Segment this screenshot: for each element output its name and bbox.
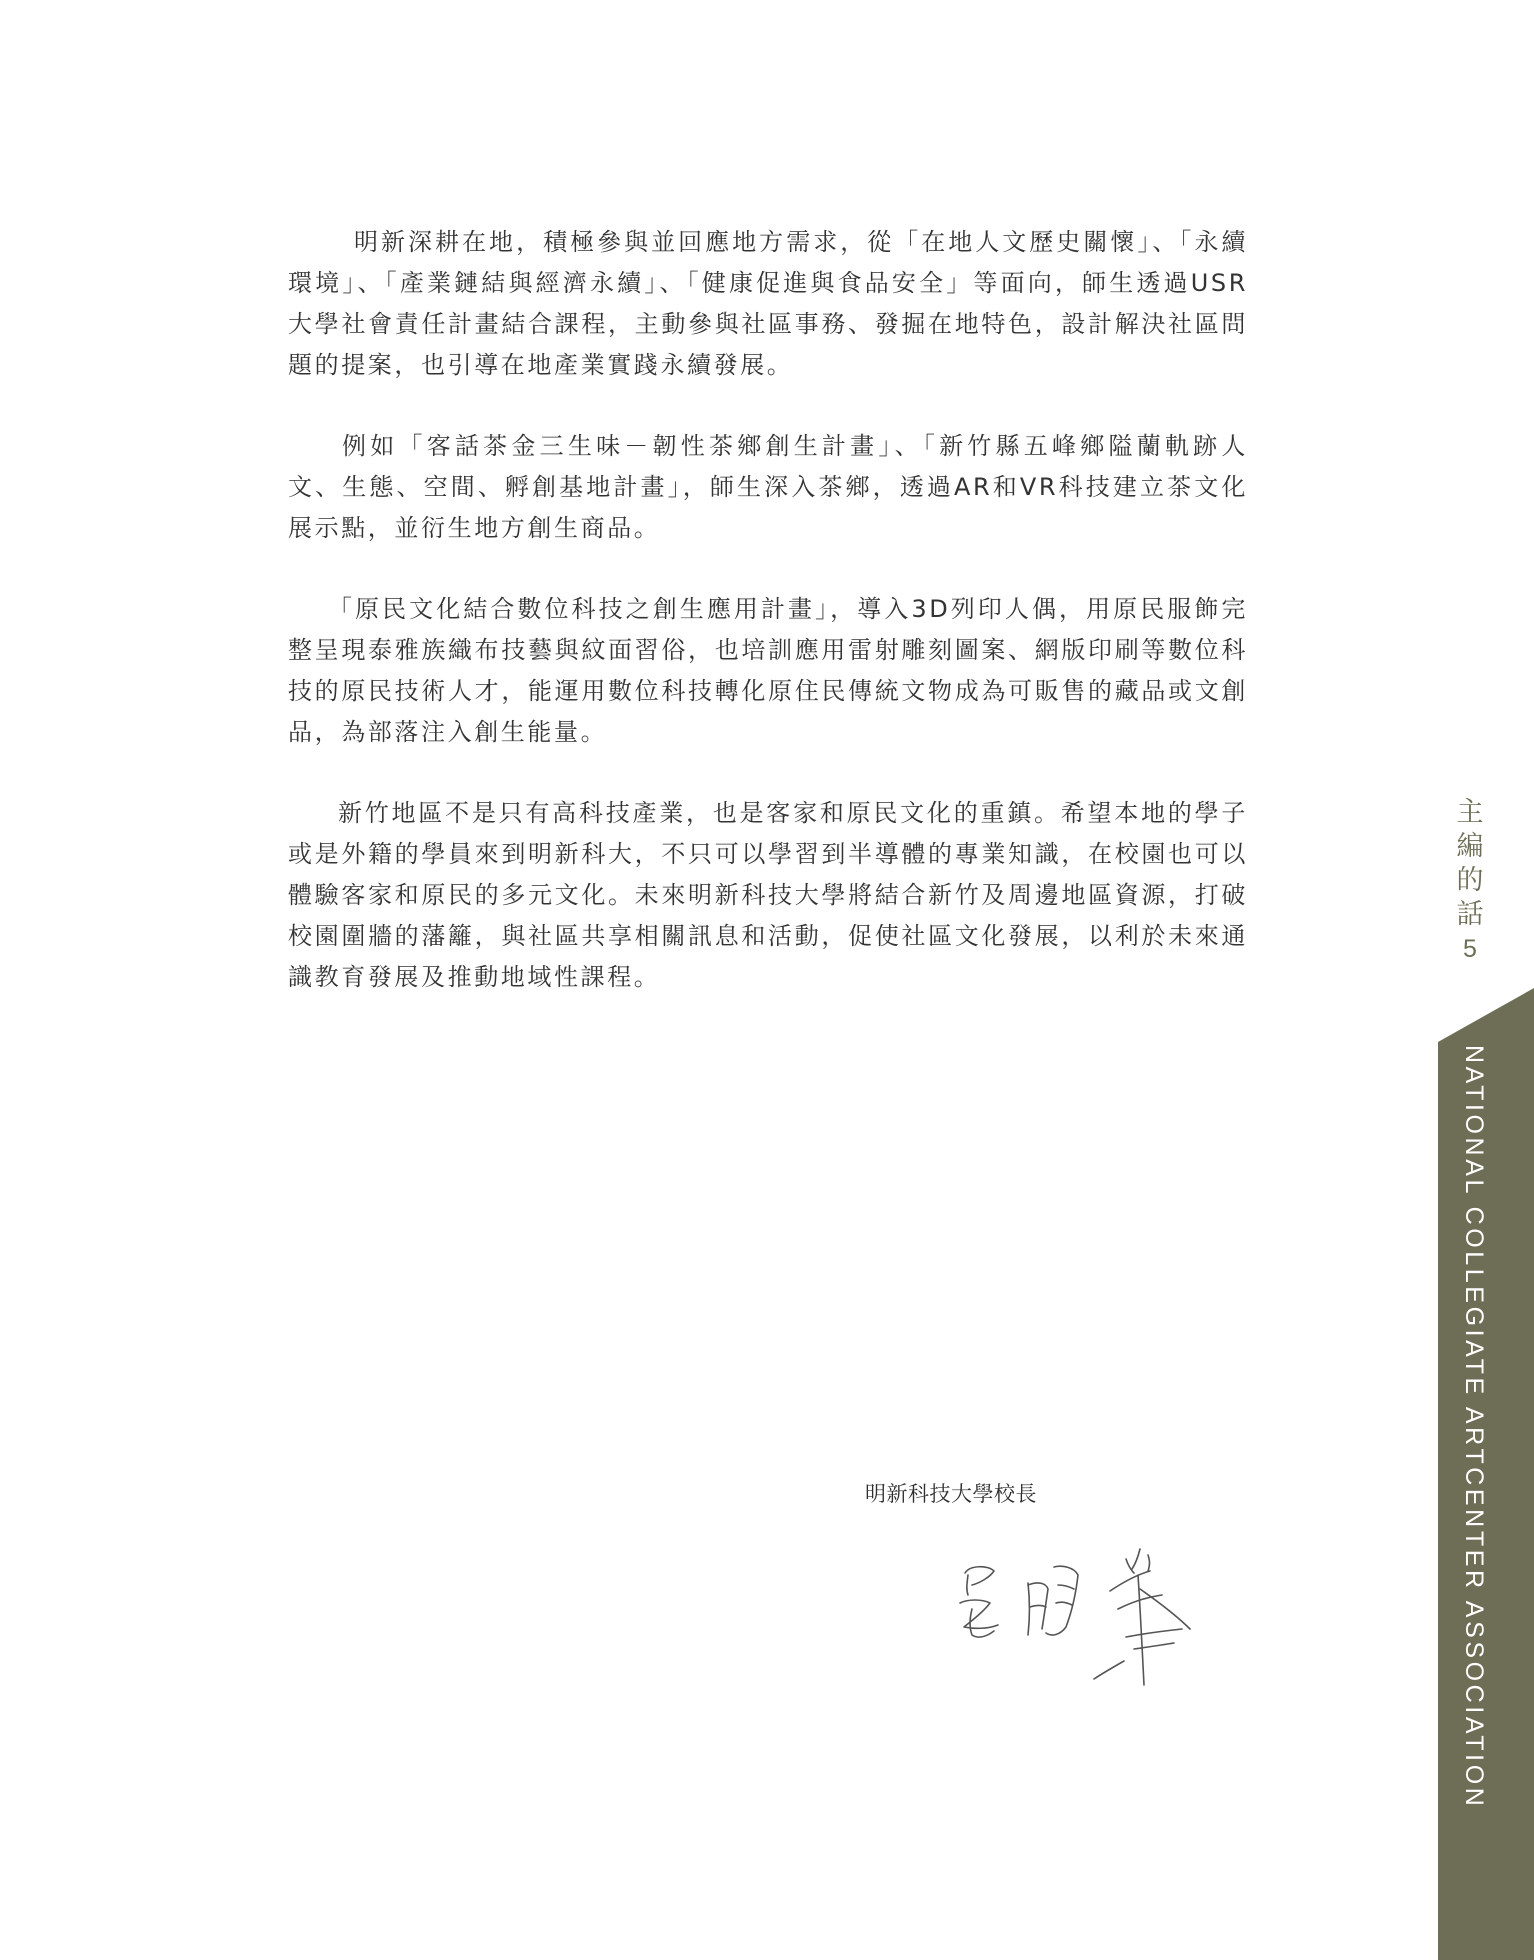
handwritten-signature [950, 1545, 1250, 1705]
paragraph-2: 例如「客話茶金三生味－韌性茶鄉創生計畫」、「新竹縣五峰鄉隘蘭軌跡人文、生態、空間、孵創基地計畫」，師生深入茶鄉，透過AR和VR科技建立茶文化展示點，並衍生地方創生商品。 [288, 432, 1248, 542]
association-name: NATIONAL COLLEGIATE ARTCENTER ASSOCIATION [1460, 1045, 1488, 1810]
page-number: 5 [1463, 935, 1477, 963]
section-label-char: 編 [1456, 831, 1484, 862]
paragraph-4: 新竹地區不是只有高科技產業，也是客家和原民文化的重鎮。希望本地的學子或是外籍的學員來到明新科大，不只可以學習到半導體的專業知識，在校園也可以體驗客家和原民的多元文化。未來明新科技大學將結合新竹及周邊地區資源，打破校園圍牆的藩籬，與社區共享相關訊息和活動，促使社區文化發展，以利於未來通識教育發展及推動地域性課程。 [288, 799, 1248, 991]
section-label [1448, 796, 1492, 964]
signature-title: 明新科技大學校長 [865, 1482, 1037, 1506]
section-label-char: 主 [1456, 797, 1484, 828]
main-text [288, 222, 1248, 1038]
section-label-char: 的 [1456, 865, 1484, 896]
paragraph-3: 「原民文化結合數位科技之創生應用計畫」，導入3D列印人偶，用原民服飾完整呈現泰雅族織布技藝與紋面習俗，也培訓應用雷射雕刻圖案、網版印刷等數位科技的原民技術人才，能運用數位科技轉化原住民傳統文物成為可販售的藏品或文創品，為部落注入創生能量。 [288, 595, 1248, 746]
paragraph-1: 明新深耕在地，積極參與並回應地方需求，從「在地人文歷史關懷」、「永續環境」、「產業鏈結與經濟永續」、「健康促進與食品安全」等面向，師生透過USR大學社會責任計畫結合課程，主動參與社區事務、發掘在地特色，設計解決社區問題的提案，也引導在地產業實踐永續發展。 [288, 228, 1248, 379]
section-label-char: 話 [1456, 899, 1484, 930]
